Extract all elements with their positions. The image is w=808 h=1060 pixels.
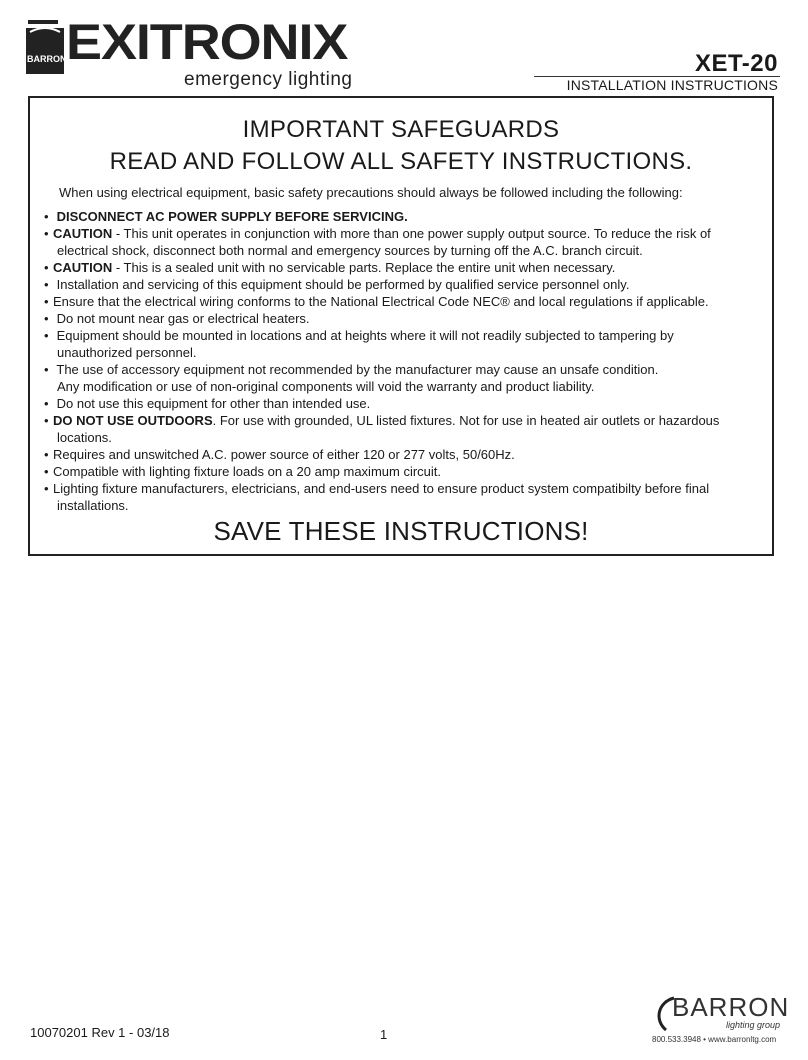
- list-item: • CAUTION - This is a sealed unit with no servicable parts. Replace the entire unit when necessary.: [44, 260, 616, 275]
- footer-contact: 800.533.3948 • www.barronltg.com: [652, 1035, 777, 1044]
- model-number: XET-20: [694, 50, 778, 77]
- list-item: • The use of accessory equipment not recommended by the manufacturer may cause an unsafe condition. Any modification or use of non-original components will void the warranty and product liability.: [44, 362, 659, 394]
- document-number: 10070201 Rev 1 - 03/18: [30, 1025, 170, 1040]
- footer-brand-sub: lighting group: [726, 1020, 781, 1030]
- safeguards-intro: When using electrical equipment, basic safety precautions should always be followed including the following:: [59, 185, 683, 200]
- list-item: • DISCONNECT AC POWER SUPPLY BEFORE SERVICING.: [44, 209, 408, 224]
- barron-logo-mark-icon: [26, 18, 64, 78]
- list-item: • DO NOT USE OUTDOORS. For use with grounded, UL listed fixtures. Not for use in heated air outlets or hazardous locations.: [44, 413, 720, 445]
- save-instructions-heading: SAVE THESE INSTRUCTIONS!: [213, 516, 589, 546]
- list-item: • Do not mount near gas or electrical heaters.: [44, 311, 310, 326]
- exitronix-logo: [26, 14, 366, 92]
- list-item: • Installation and servicing of this equipment should be performed by qualified service personnel only.: [44, 277, 630, 292]
- barron-logo: [652, 992, 790, 1038]
- safeguards-title: IMPORTANT SAFEGUARDS: [242, 116, 560, 143]
- list-item: • Lighting fixture manufacturers, electricians, and end-users need to ensure product system compatibilty before final installations.: [44, 481, 710, 513]
- list-item: • CAUTION - This unit operates in conjunction with more than one power supply output source. To reduce the risk of electrical shock, disconnect both normal and emergency sources by turning off the A.C. branch circuit.: [44, 226, 711, 258]
- safeguards-box: [28, 96, 774, 556]
- safeguards-subtitle: READ AND FOLLOW ALL SAFETY INSTRUCTIONS.: [109, 148, 693, 175]
- page-number: 1: [380, 1027, 388, 1042]
- list-item: • Do not use this equipment for other than intended use.: [44, 396, 371, 411]
- footer-brand: BARRON: [672, 992, 790, 1022]
- logo-barron-text: BARRON: [27, 54, 67, 64]
- list-item: • Requires and unswitched A.C. power source of either 120 or 277 volts, 50/60Hz.: [44, 447, 515, 462]
- document-type: INSTALLATION INSTRUCTIONS: [566, 77, 778, 93]
- list-item: • Ensure that the electrical wiring conforms to the National Electrical Code NEC® and local regulations if applicable.: [44, 294, 709, 309]
- list-item: • Equipment should be mounted in locations and at heights where it will not readily subjected to tampering by unauthorized personnel.: [44, 328, 674, 360]
- brand-tagline: emergency lighting: [184, 69, 353, 90]
- safety-instructions-list: [44, 208, 774, 514]
- list-item: • Compatible with lighting fixture loads on a 20 amp maximum circuit.: [44, 464, 442, 479]
- brand-name: EXITRONIX: [66, 14, 348, 70]
